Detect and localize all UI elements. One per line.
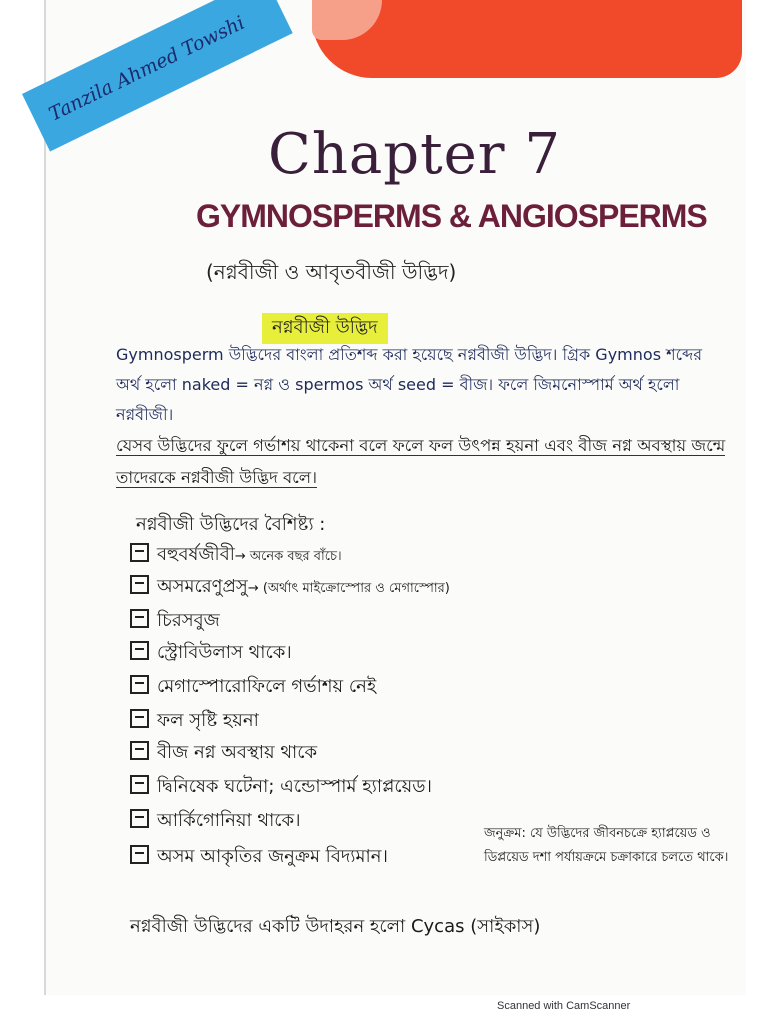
list-item: চিরসবুজ [130,606,220,637]
checkbox-icon [130,709,149,728]
chapter-title: Chapter 7 [268,122,561,187]
scanner-watermark: Scanned with CamScanner [497,1000,631,1012]
example-line: নগ্নবীজী উদ্ভিদের একটি উদাহরন হলো Cycas (সাইকাস) [130,916,541,937]
list-item: ফল সৃষ্টি হয়না [130,706,259,737]
paragraph-description-text: যেসব উদ্ভিদের ফুলে গর্ভাশয় থাকেনা বলে ফলে ফল উৎপন্ন হয়না এবং বীজ নগ্ন অবস্থায় জন্মে তাদেরকে নগ্নবীজী উদ্ভিদ বলে। [116,436,726,487]
section-heading: নগ্নবীজী উদ্ভিদ [262,313,388,344]
checkbox-icon [130,809,149,828]
checkbox-icon [130,741,149,760]
features-title: নগ্নবীজী উদ্ভিদের বৈশিষ্ট্য : [136,514,326,535]
checkbox-icon [130,575,149,594]
sticky-note: Tanzila Ahmed Towshi [22,0,293,152]
chapter-subtitle-bengali: (নগ্নবীজী ও আবৃতবীজী উদ্ভিদ) [206,260,457,284]
list-item: অসম আকৃতির জনুক্রম বিদ্যমান। [130,842,388,873]
paragraph-definition: Gymnosperm উদ্ভিদের বাংলা প্রতিশব্দ করা হয়েছে নগ্নবীজী উদ্ভিদ। গ্রিক Gymnos শব্দের অর্থ হলো naked = নগ্ন ও spermos অর্থ seed = বীজ। ফলে জিমনোস্পার্ম অর্থ হলো নগ্নবীজী। [116,345,703,424]
checkbox-icon [130,641,149,660]
list-item: অসমরেণুপ্রসু→ (অর্থাৎ মাইক্রোস্পোর ও মেগাস্পোর) [130,572,450,603]
checkbox-icon [130,845,149,864]
list-item: বীজ নগ্ন অবস্থায় থাকে [130,738,317,769]
paragraph-description [116,430,746,494]
list-item: মেগাস্পোরোফিলে গর্ভাশয় নেই [130,672,376,703]
side-note: জনুক্রম: যে উদ্ভিদের জীবনচক্রে হ্যাপ্লয়েড ও ডিপ্লয়েড দশা পর্যায়ক্রমে চক্রাকারে চলতে থাকে। [484,826,729,865]
checkbox-icon [130,609,149,628]
checkbox-icon [130,543,149,562]
list-item: দ্বিনিষেক ঘটেনা; এন্ডোস্পার্ম হ্যাপ্লয়েড। [130,772,432,803]
list-item: আর্কিগোনিয়া থাকে। [130,806,301,837]
checkbox-icon [130,675,149,694]
checkbox-icon [130,775,149,794]
list-item: বহুবর্ষজীবী→ অনেক বছর বাঁচে। [130,540,342,571]
chapter-subtitle: GYMNOSPERMS & ANGIOSPERMS [196,198,707,234]
list-item: স্ট্রোবিউলাস থাকে। [130,638,292,669]
